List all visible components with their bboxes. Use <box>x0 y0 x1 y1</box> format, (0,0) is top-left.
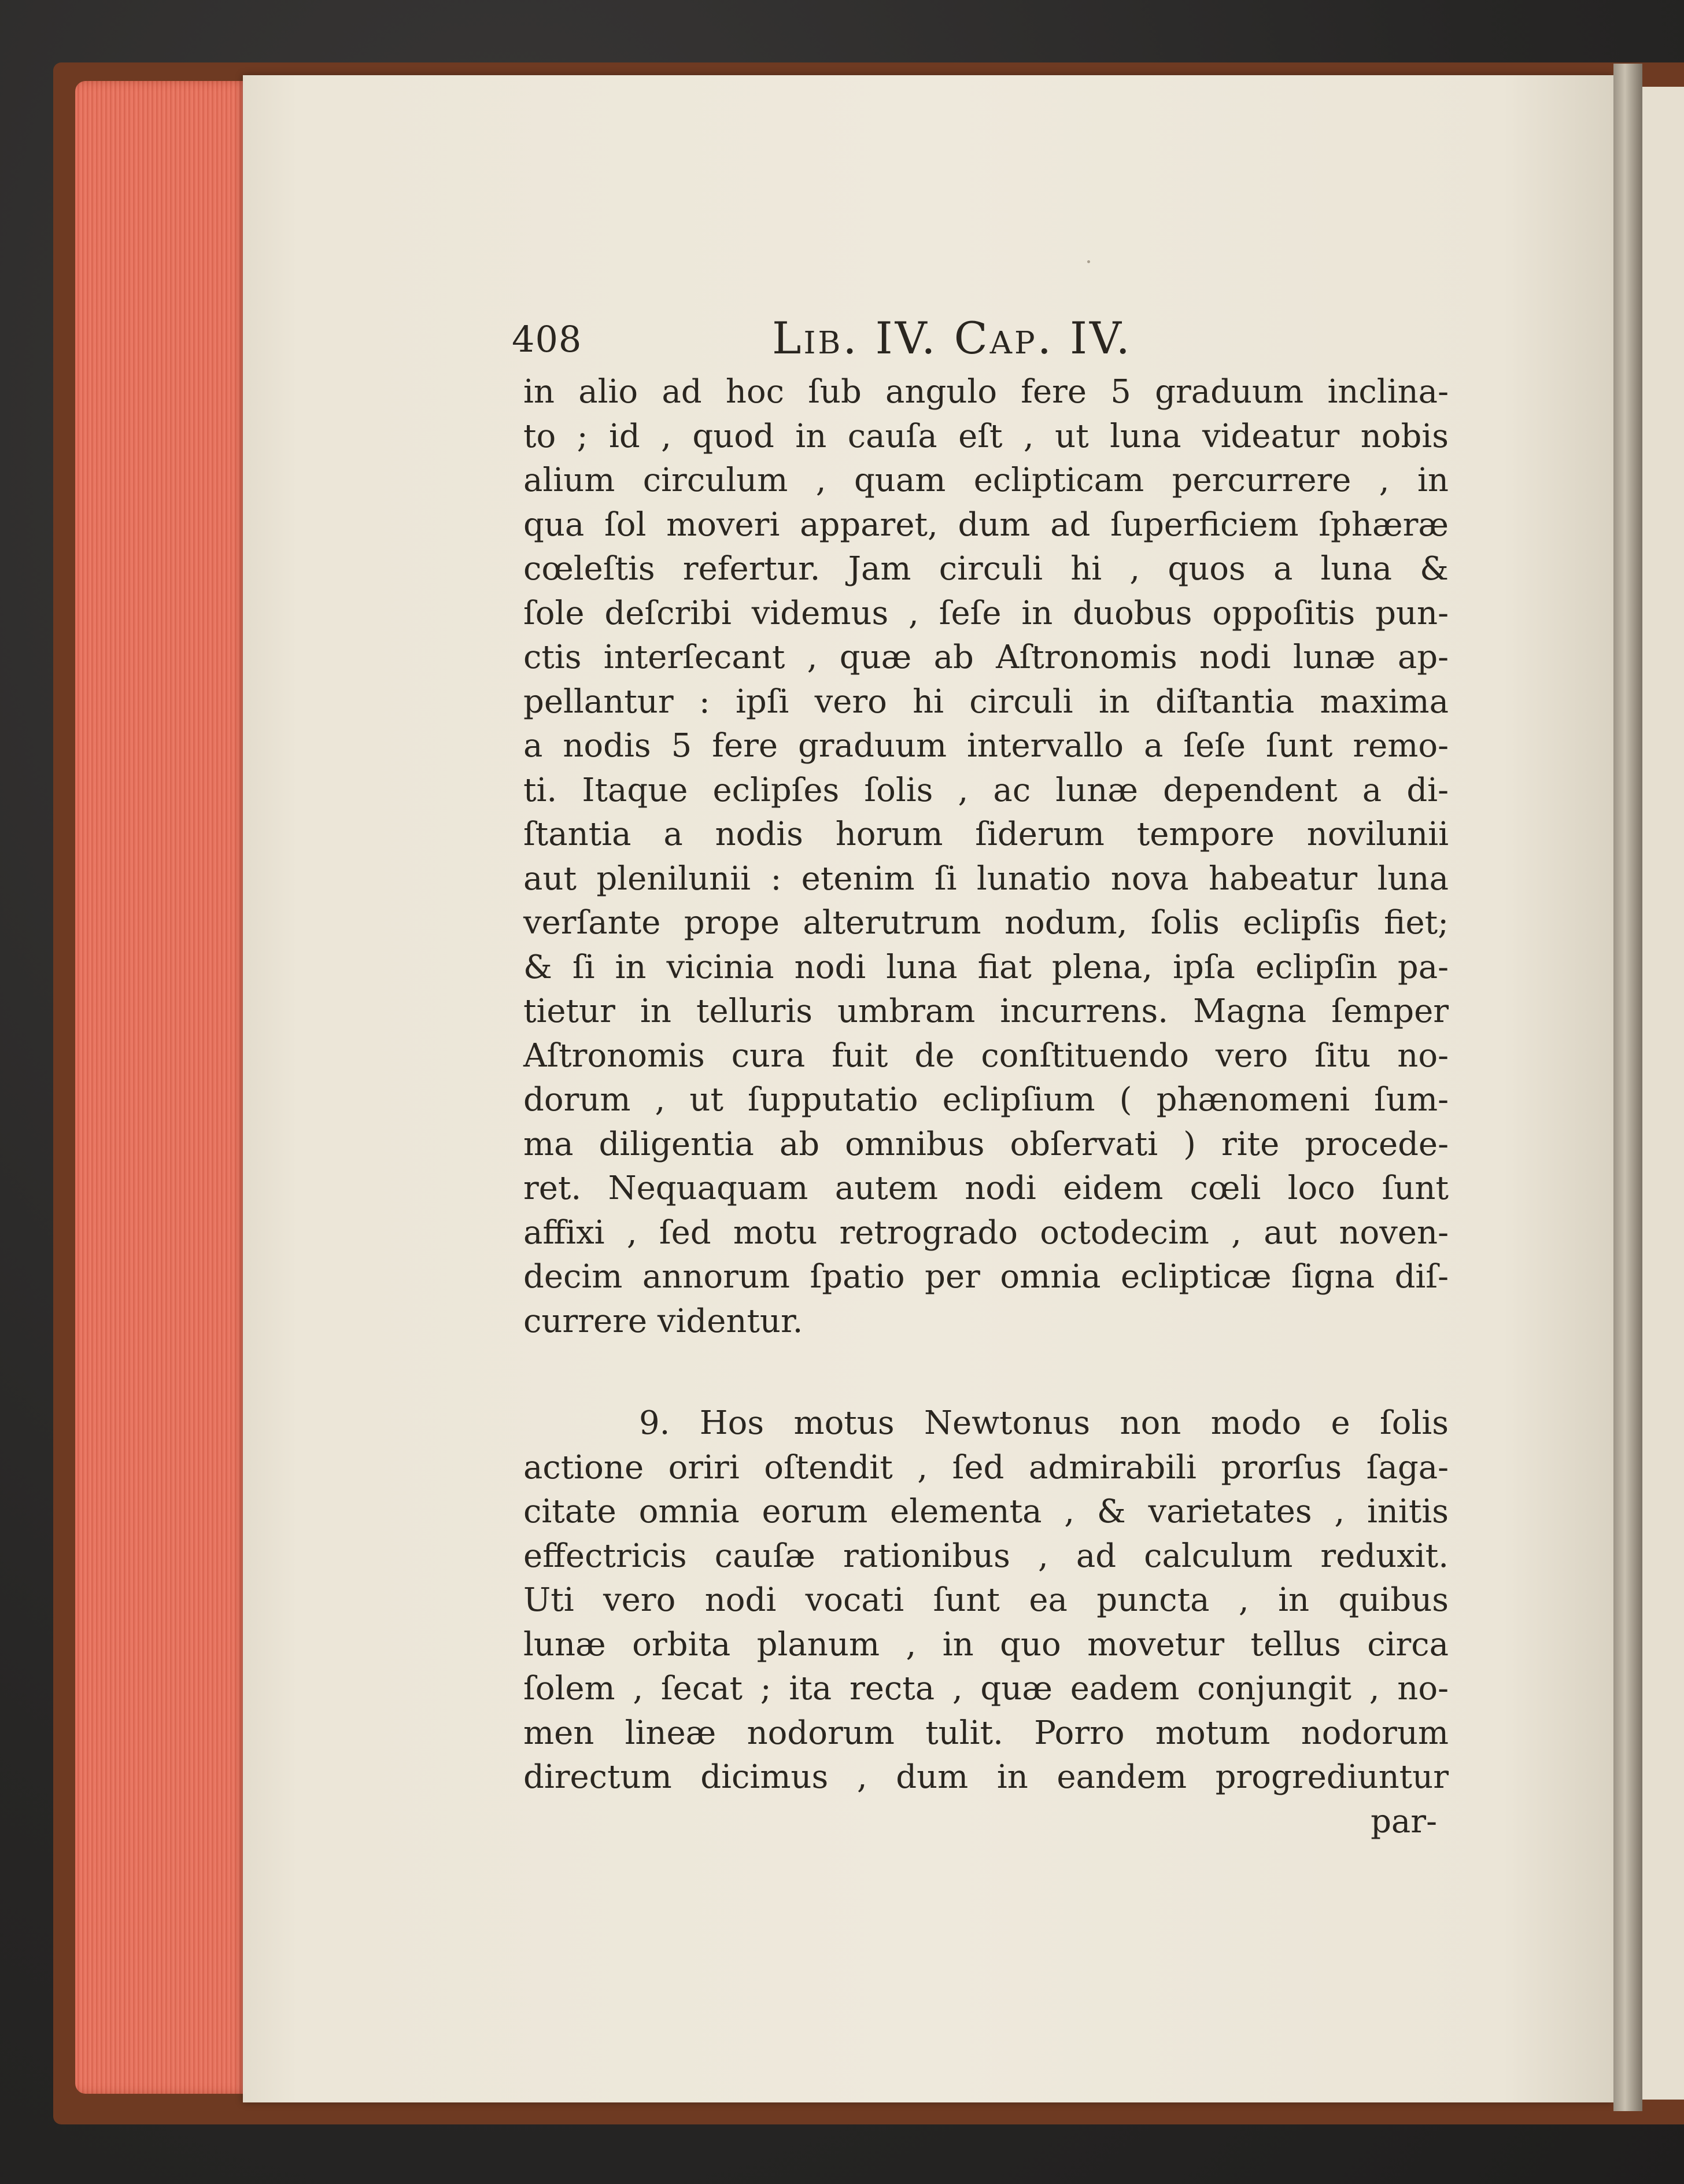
catchword: par- <box>1371 1802 1437 1840</box>
page-number: 408 <box>512 318 582 360</box>
text-line: alium circulum , quam eclipticam percurrere , in <box>523 462 1449 499</box>
paper-speck <box>1087 260 1090 263</box>
text-line: qua ſol moveri apparet, dum ad ſuperficiem ſphæræ <box>523 506 1449 544</box>
text-line: actione oriri oſtendit , ſed admirabili prorſus ſaga- <box>523 1448 1449 1486</box>
page-text <box>512 301 1449 1844</box>
page-header <box>512 301 1449 370</box>
text-line: ſolem , ſecat ; ita recta , quæ eadem conjungit , no- <box>523 1670 1449 1707</box>
book-gutter <box>1613 64 1642 2111</box>
text-line: lunæ orbita planum , in quo movetur tellus circa <box>523 1625 1449 1663</box>
text-line: verſante prope alterutrum nodum, ſolis eclipſis fiet; <box>523 904 1449 942</box>
text-line: ctis interſecant , quæ ab Aſtronomis nodi lunæ ap- <box>523 639 1449 676</box>
text-line: cœleſtis refertur. Jam circuli hi , quos a luna & <box>523 550 1449 588</box>
text-line: Uti vero nodi vocati ſunt ea puncta , in quibus <box>523 1581 1449 1619</box>
text-line: ſtantia a nodis horum ſiderum tempore novilunii <box>523 816 1449 853</box>
text-line: to ; id , quod in cauſa eſt , ut luna videatur nobis <box>523 417 1449 455</box>
text-line: 9. Hos motus Newtonus non modo e ſolis <box>639 1404 1449 1442</box>
text-line: effectricis cauſæ rationibus , ad calculum reduxit. <box>523 1537 1449 1575</box>
text-line: citate omnia eorum elementa , & varietates , initis <box>523 1493 1449 1530</box>
text-line: decim annorum ſpatio per omnia eclipticæ ſigna diſ- <box>523 1258 1449 1296</box>
running-head: Lib. IV. Cap. IV. <box>772 312 1132 364</box>
text-line: affixi , ſed motu retrogrado octodecim , aut noven- <box>523 1213 1449 1252</box>
text-line: ti. Itaque eclipſes ſolis , ac lunæ dependent a di- <box>523 771 1449 809</box>
text-line: dorum , ut ſupputatio eclipſium ( phænomeni ſum- <box>523 1081 1449 1119</box>
text-line: ma diligentia ab omnibus obſervati ) rite procede- <box>523 1125 1449 1163</box>
paragraph-2 <box>523 1401 1449 1800</box>
text-line: & ſi in vicinia nodi luna fiat plena, ipſa eclipſin pa- <box>523 948 1449 986</box>
paragraph-1 <box>523 370 1449 1344</box>
text-line: a nodis 5 fere graduum intervallo a ſeſe ſunt remo- <box>523 727 1449 765</box>
red-page-edges <box>75 81 249 2094</box>
text-line: in alio ad hoc ſub angulo fere 5 graduum inclina- <box>523 373 1449 411</box>
text-line: currere videntur. <box>523 1302 803 1340</box>
text-line: men lineæ nodorum tulit. Porro motum nodorum <box>523 1714 1449 1752</box>
paragraph-gap <box>523 1344 1449 1401</box>
text-line: ſole deſcribi videmus , ſeſe in duobus oppoſitis pun- <box>523 594 1449 632</box>
text-line: ret. Nequaquam autem nodi eidem cœli loco ſunt <box>523 1170 1449 1207</box>
text-line: Aſtronomis cura fuit de conſtituendo vero ſitu no- <box>523 1036 1449 1075</box>
text-line: aut plenilunii : etenim ſi lunatio nova habeatur luna <box>523 859 1449 898</box>
facing-page-edge <box>1642 87 1684 2100</box>
text-line: tietur in telluris umbram incurrens. Magna ſemper <box>523 993 1449 1030</box>
text-line: pellantur : ipſi vero hi circuli in diſtantia maxima <box>523 682 1449 721</box>
text-line: directum dicimus , dum in eandem progrediuntur <box>523 1758 1449 1796</box>
